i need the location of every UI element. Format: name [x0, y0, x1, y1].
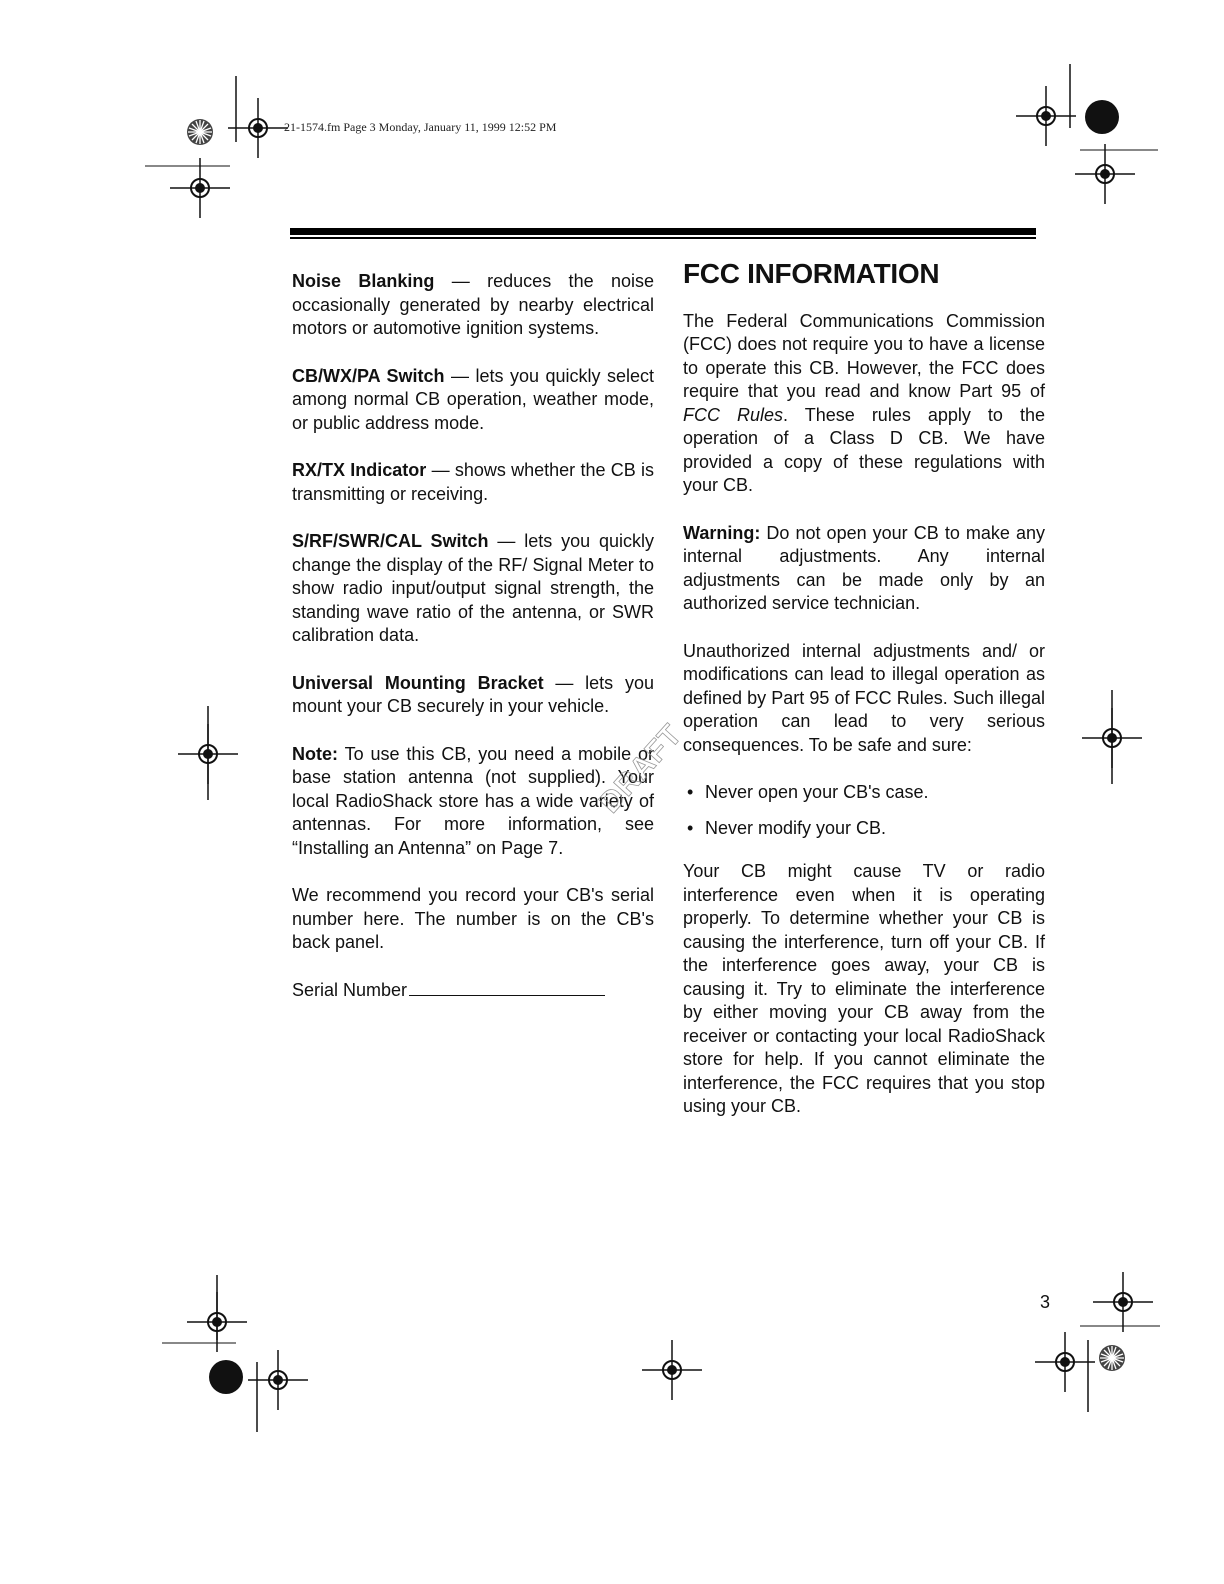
crosshair-icon	[1093, 1272, 1153, 1332]
unauthorized-paragraph: Unauthorized internal adjustments and/ or modifications can lead to illegal operation as defined by Part 95 of FCC Rules. Such illegal operation can lead to very serious consequences. To be safe and sure:	[683, 640, 1045, 755]
antenna-note: Note: To use this CB, you need a mobile or base station antenna (not supplied). Your local RadioShack store has a wide variety of antennas. For more information, see “Installing an Antenna” on Page 7.	[292, 743, 654, 858]
serial-number-blank	[409, 995, 605, 996]
serial-number-field: Serial Number	[292, 979, 654, 1003]
feature-rxtx-indicator: RX/TX Indicator — shows whether the CB is transmitting or receiving.	[292, 460, 655, 504]
list-item: • Never open your CB's case.	[705, 781, 1045, 805]
top-rule-thin	[290, 237, 1036, 239]
feature-mounting-bracket: Universal Mounting Bracket — lets you mount your CB securely in your vehicle.	[292, 672, 654, 716]
solid-dot-icon	[1085, 100, 1119, 134]
feature-srfswrcal-switch: S/RF/SWR/CAL Switch — lets you quickly change the display of the RF/ Signal Meter to show radio input/output signal strength, the standing wave ratio of the antenna, or SWR calibration data.	[292, 531, 654, 645]
section-heading: FCC INFORMATION	[683, 258, 940, 289]
safety-bullets	[683, 781, 1045, 840]
solid-dot-icon	[209, 1360, 243, 1394]
draft-watermark: DRAFT	[593, 717, 689, 820]
crosshair-icon	[1035, 1332, 1095, 1392]
feature-noise-blanking: Noise Blanking — reduces the noise occasionally generated by nearby electrical motors or automotive ignition systems.	[292, 271, 654, 338]
left-column	[292, 270, 654, 1026]
top-rule	[290, 228, 1036, 235]
file-header: 21-1574.fm Page 3 Monday, January 11, 1999 12:52 PM	[284, 120, 557, 134]
star-registration-icon	[1099, 1345, 1125, 1371]
right-column	[683, 258, 1045, 1143]
star-registration-icon	[187, 119, 213, 145]
page-number: 3	[1040, 1292, 1051, 1312]
crosshair-icon	[228, 98, 288, 158]
feature-cbwxpa-switch: CB/WX/PA Switch — lets you quickly select among normal CB operation, weather mode, or public address mode.	[292, 365, 654, 433]
crosshair-icon	[170, 158, 230, 218]
serial-recommendation: We recommend you record your CB's serial number here. The number is on the CB's back panel.	[292, 885, 654, 952]
crosshair-icon	[642, 1340, 702, 1400]
list-item: • Never modify your CB.	[705, 817, 1045, 841]
interference-paragraph: Your CB might cause TV or radio interference even when it is operating properly. To determine whether your CB is causing the interference, turn off your CB. If the interference goes away, your CB is causing it. Try to eliminate the interference by either moving your CB away from the receiver or contacting your local RadioShack store for help. If you cannot eliminate the interference, the FCC requires that you stop using your CB.	[683, 861, 1045, 1116]
warning-paragraph: Warning: Do not open your CB to make any internal adjustments. Any internal adjustments can be made only by an authorized service technician.	[683, 522, 1045, 613]
crosshair-icon	[1075, 144, 1135, 204]
crosshair-icon	[1016, 86, 1076, 146]
fcc-intro: The Federal Communications Commission (FCC) does not require you to have a license to operate this CB. However, the FCC does require that you read and know Part 95 of FCC Rules. These rules apply to the operation of a Class D CB. We have provided a copy of these regulations with your CB.	[683, 310, 1045, 495]
